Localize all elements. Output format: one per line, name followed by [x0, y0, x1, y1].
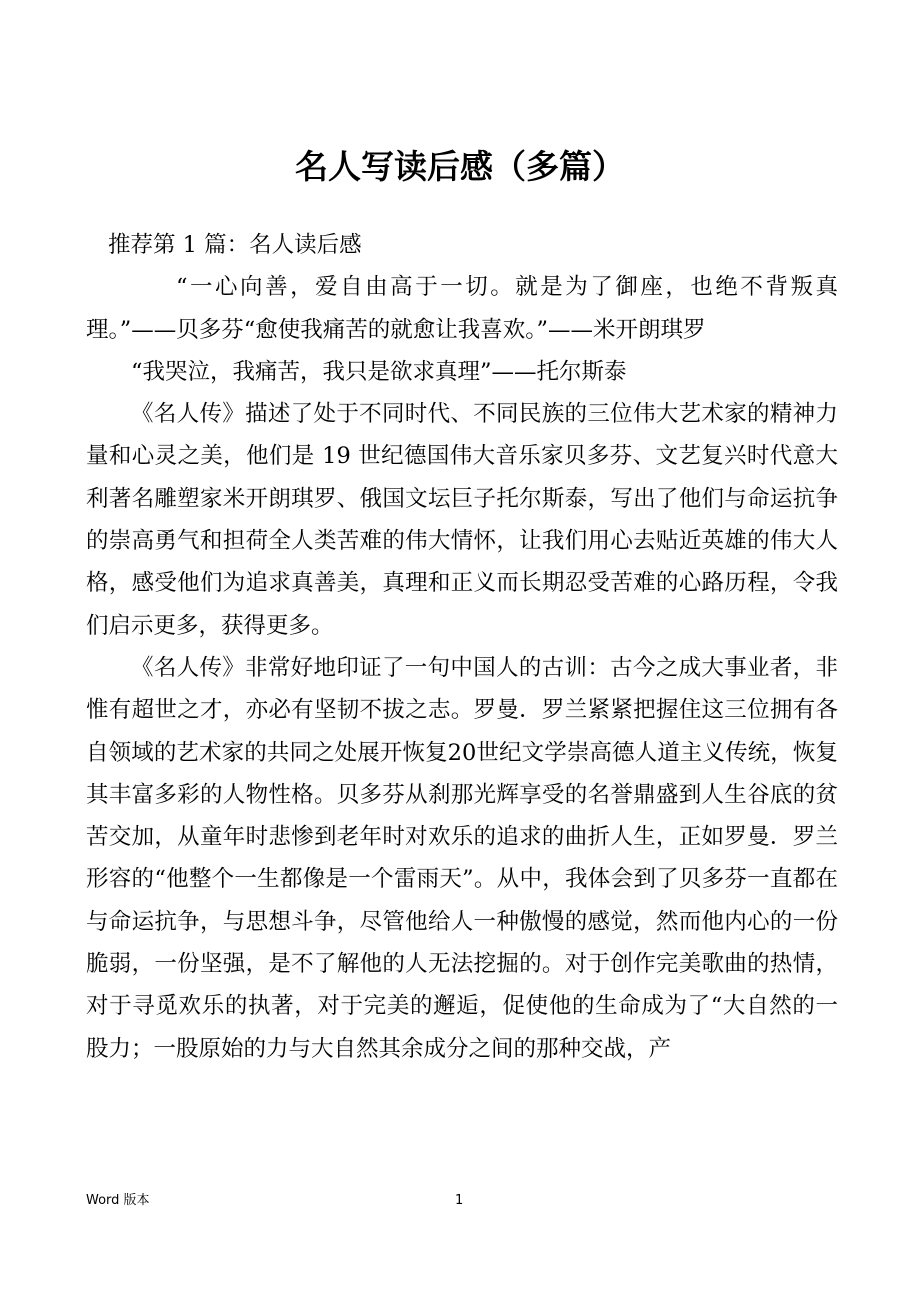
- body-paragraph-1: 《名人传》描述了处于不同时代、不同民族的三位伟大艺术家的精神力量和心灵之美，他们是 19 世纪德国伟大音乐家贝多芬、文艺复兴时代意大利著名雕塑家米开朗琪罗、俄国文坛巨子托尔斯泰，写出了他们与命运抗争的崇高勇气和担荷全人类苦难的伟大情怀，让我们用心去贴近英雄的伟大人格，感受他们为追求真善美，真理和正义而长期忍受苦难的心路历程，令我们启示更多，获得更多。: [86, 401, 838, 639]
- quote-paragraph-beethoven-michelangelo: “一心向善，爱自由高于一切。就是为了御座，也绝不背叛真理。”——贝多芬“愈使我痛苦的就愈让我喜欢。”——米开朗琪罗: [86, 274, 838, 343]
- footer-version-label: Word 版本: [86, 1193, 150, 1208]
- document-title: 名人写读后感（多篇）: [295, 147, 625, 186]
- footer-page-number: 1: [455, 1193, 464, 1208]
- body-paragraph-2: 《名人传》非常好地印证了一句中国人的古训：古今之成大事业者，非惟有超世之才，亦必有坚韧不拔之志。罗曼．罗兰紧紧把握住这三位拥有各自领域的艺术家的共同之处展开恢复20世纪文学崇高德人道主义传统，恢复其丰富多彩的人物性格。贝多芬从刹那光辉享受的名誉鼎盛到人生谷底的贫苦交加，从童年时悲惨到老年时对欢乐的追求的曲折人生，正如罗曼．罗兰形容的“他整个一生都像是一个雷雨天”。从中，我体会到了贝多芬一直都在与命运抗争，与思想斗争，尽管他给人一种傲慢的感觉，然而他内心的一份脆弱，一份坚强，是不了解他的人无法挖掘的。对于创作完美歌曲的热情，对于寻觅欢乐的执著，对于完美的邂逅，促使他的生命成为了“大自然的一股力；一股原始的力与大自然其余成分之间的那种交战，产: [86, 654, 838, 1062]
- recommendation-heading: 推荐第 1 篇：名人读后感: [108, 232, 362, 258]
- quote-paragraph-tolstoy: “我哭泣，我痛苦，我只是欲求真理”——托尔斯泰: [131, 358, 627, 385]
- document-body: [86, 224, 838, 1070]
